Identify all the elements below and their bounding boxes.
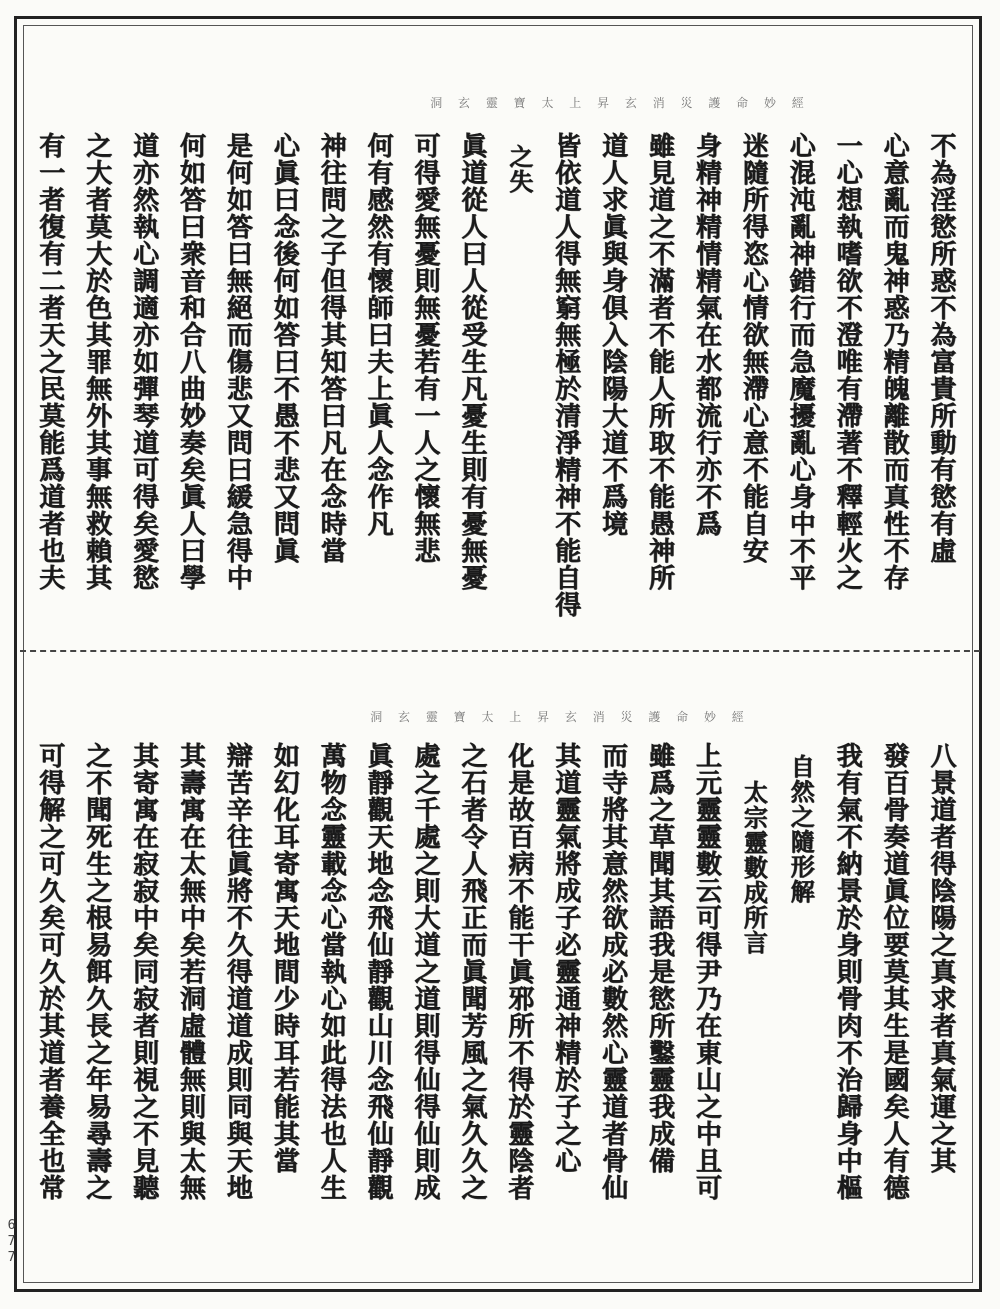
text-column: 其道靈氣將成子必靈通神精於子之心: [550, 742, 581, 1174]
text-column: 自然之隨形解: [786, 754, 816, 904]
bottom-text-panel: [30, 660, 962, 1280]
text-column: 可得解之可久矣可久於其道者養全也常: [34, 742, 65, 1201]
text-column: 太宗靈數成所言: [739, 780, 769, 955]
text-column: 道人求眞與身俱入陰陽大道不爲境: [597, 132, 628, 537]
text-column: 化是故百病不能干眞邪所不得於靈陰者: [503, 742, 534, 1201]
text-column: 我有氣不納景於身則骨肉不治歸身中樞: [832, 742, 863, 1201]
text-column: 雖爲之草聞其語我是慾所鑿靈我成備: [644, 742, 675, 1174]
text-column: 而寺將其意然欲成必數然心靈道者骨仙: [597, 742, 628, 1201]
text-column: 是何如答曰無絕而傷悲又問曰緩急得中: [222, 132, 253, 591]
text-column: 其寄寓在寂寂中矣同寂者則視之不見聽: [128, 742, 159, 1201]
text-column: 神往問之子但得其知答曰凡在念時當: [316, 132, 347, 564]
text-column: 有一者復有二者天之民莫能爲道者也夫: [34, 132, 65, 591]
text-column: 心混沌亂神錯行而急魔擾亂心身中不平: [785, 132, 816, 591]
text-column: 何如答曰衆音和合八曲妙奏矣眞人曰學: [175, 132, 206, 591]
bottom-text-columns: [30, 742, 962, 1274]
text-column: 之失: [504, 144, 534, 194]
text-column: 眞道從人曰人從受生凡憂生則有憂無憂: [456, 132, 487, 591]
bottom-panel-header: 洞 玄 靈 寶 太 上 昇 玄 消 災 護 命 妙 經: [370, 710, 750, 724]
text-column: 發百骨奏道眞位要莫其生是國矣人有德: [879, 742, 910, 1201]
top-text-panel: [30, 22, 962, 646]
text-column: 上元靈靈數云可得尹乃在東山之中且可: [691, 742, 722, 1201]
text-column: 身精神精情精氣在水都流行亦不爲: [691, 132, 722, 537]
text-column: 之大者莫大於色其罪無外其事無救賴其: [81, 132, 112, 591]
text-column: 處之千處之則大道之道則得仙得仙則成: [410, 742, 441, 1201]
text-column: 如幻化耳寄寓天地間少時耳若能其當: [269, 742, 300, 1174]
text-column: 一心想執嗜欲不澄唯有滯著不釋輕火之: [832, 132, 863, 591]
panel-divider: [20, 650, 980, 652]
text-column: 可得愛無憂則無憂若有一人之懷無悲: [410, 132, 441, 564]
text-column: 道亦然執心調適亦如彈琴道可得矣愛慾: [128, 132, 159, 591]
text-column: 辯苦辛往眞將不久得道道成則同與天地: [222, 742, 253, 1201]
text-column: 眞靜觀天地念飛仙靜觀山川念飛仙靜觀: [363, 742, 394, 1201]
text-column: 皆依道人得無窮無極於清淨精神不能自得: [550, 132, 581, 618]
text-column: 之不聞死生之根易餌久長之年易尋壽之: [81, 742, 112, 1201]
text-column: 雖見道之不滿者不能人所取不能愚神所: [644, 132, 675, 591]
text-column: 之石者令人飛正而眞聞芳風之氣久久之: [456, 742, 487, 1201]
top-panel-header: 洞 玄 靈 寶 太 上 昇 玄 消 災 護 命 妙 經: [430, 96, 810, 110]
top-text-columns: [30, 132, 962, 640]
text-column: 心眞曰念後何如答曰不愚不悲又問眞: [269, 132, 300, 564]
page-number: 677: [4, 1218, 19, 1266]
text-column: 心意亂而鬼神惑乃精魄離散而真性不存: [879, 132, 910, 591]
text-column: 迷隨所得恣心情欲無滯心意不能自安: [738, 132, 769, 564]
text-column: 不為淫慾所惑不為富貴所動有慾有虛: [926, 132, 956, 564]
text-column: 萬物念靈載念心當執心如此得法也人生: [316, 742, 347, 1201]
text-column: 八景道者得陰陽之真求者真氣運之其: [926, 742, 956, 1174]
text-column: 何有感然有懷師曰夫上眞人念作凡: [363, 132, 394, 537]
text-column: 其壽寓在太無中矣若洞虛體無則與太無: [175, 742, 206, 1201]
